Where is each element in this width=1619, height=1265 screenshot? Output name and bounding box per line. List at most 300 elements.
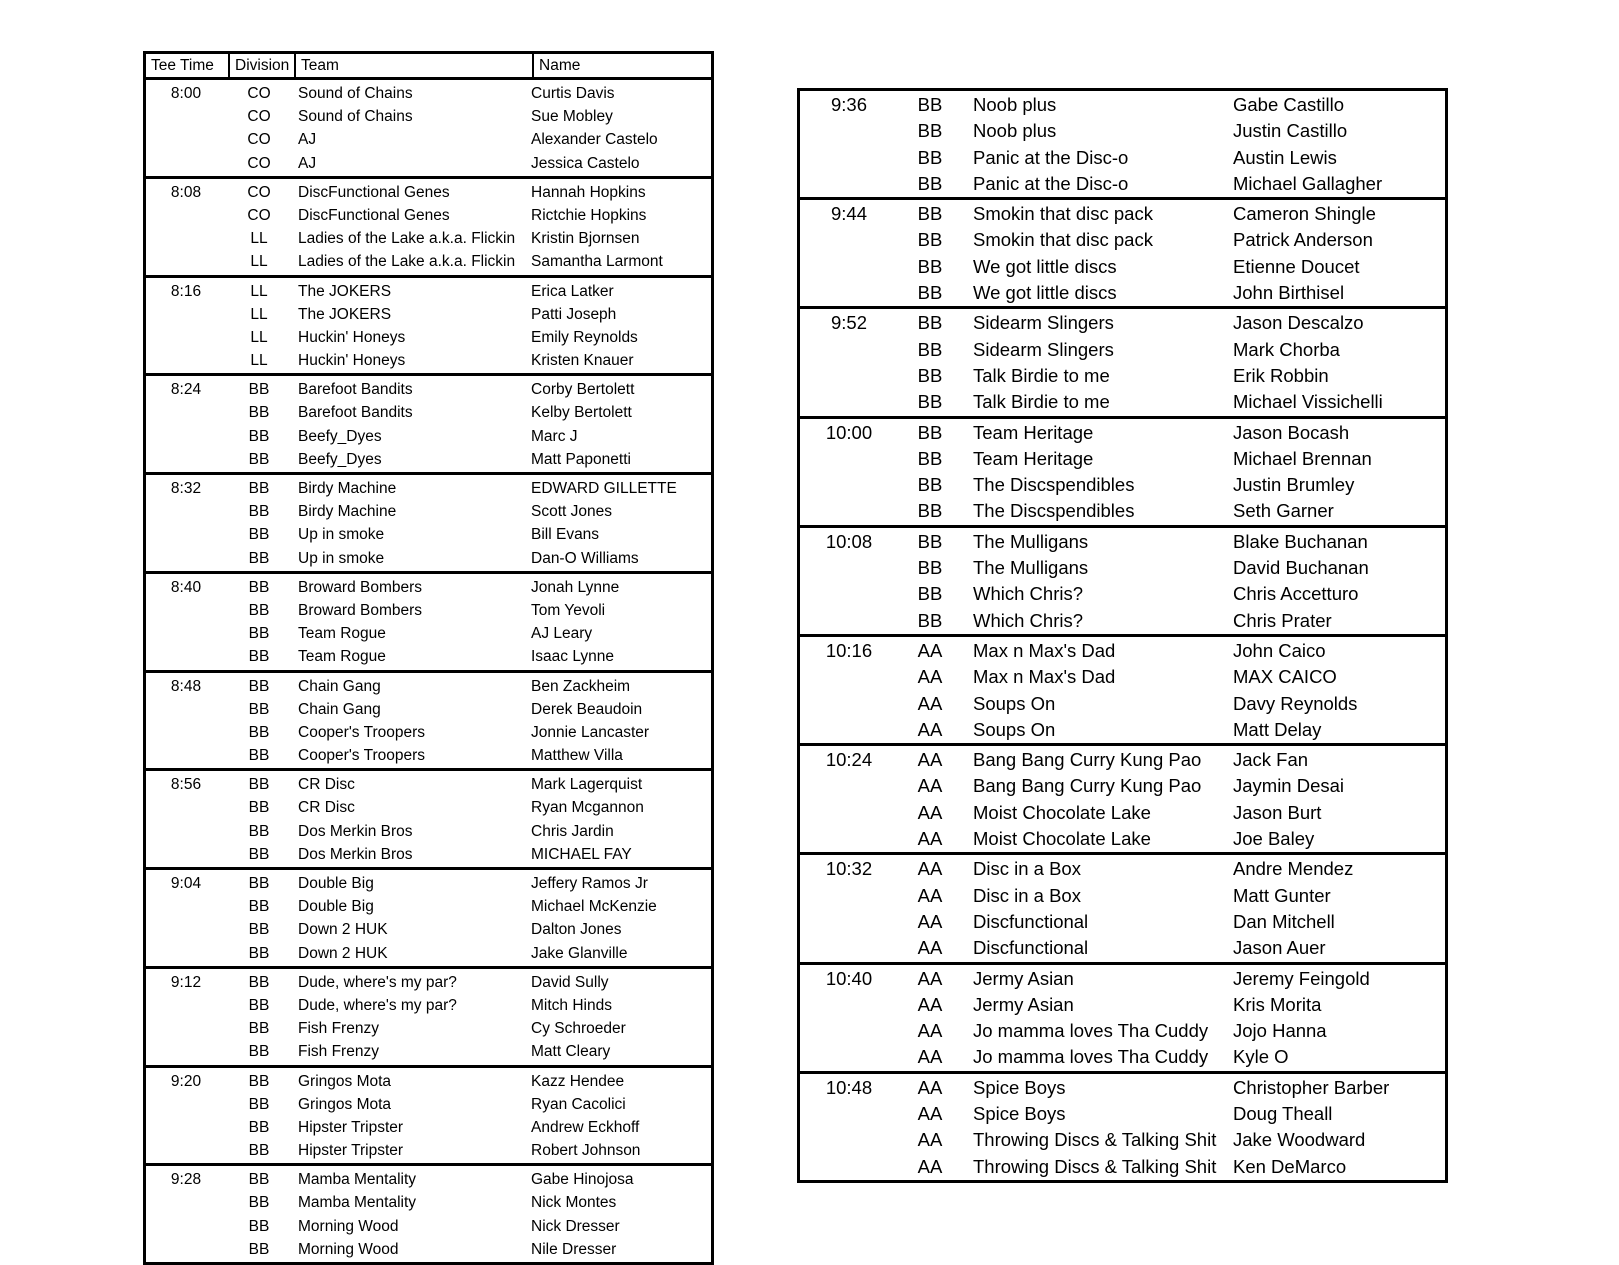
division-cell: BB <box>248 648 270 666</box>
team-cell: DiscFunctional Genes <box>298 206 450 224</box>
team-cell: Moist Chocolate Lake <box>973 801 1151 823</box>
player-name-cell: Chris Prater <box>1233 609 1332 631</box>
table-row <box>800 254 1445 280</box>
player-name-cell: Ryan Mcgannon <box>531 799 644 817</box>
division-cell: AA <box>917 884 943 906</box>
tee-time-cell <box>146 1017 226 1040</box>
tee-time-cell <box>146 326 226 349</box>
team-cell: Morning Wood <box>298 1217 399 1235</box>
tee-time-cell <box>146 698 226 721</box>
division-cell: BB <box>248 480 270 497</box>
table-row <box>146 1238 711 1261</box>
tee-time-cell <box>800 145 898 171</box>
tee-time-cell <box>800 1044 898 1070</box>
team-cell: Noob plus <box>973 120 1057 142</box>
division-cell: BB <box>248 996 270 1014</box>
player-name-cell: Gabe Hinojosa <box>531 1171 634 1189</box>
team-cell: Throwing Discs & Talking Shit <box>973 1129 1217 1151</box>
tee-time-group <box>800 855 1445 964</box>
tee-time-cell: 8:24 <box>170 381 202 399</box>
player-name-cell: Hannah Hopkins <box>531 183 646 201</box>
table-row <box>800 773 1445 799</box>
team-cell: The Discspendibles <box>973 474 1135 496</box>
player-name-cell: Nick Montes <box>531 1194 617 1212</box>
team-cell: Throwing Discs & Talking Shit <box>973 1155 1217 1177</box>
team-cell: Hipster Tripster <box>298 1142 404 1160</box>
player-name-cell: Michael Brennan <box>1233 447 1372 469</box>
division-cell: BB <box>248 799 270 817</box>
table-row <box>800 747 1445 773</box>
team-cell: Soups On <box>973 692 1056 714</box>
tee-time-cell: 10:00 <box>825 421 873 443</box>
tee-time-cell <box>146 994 226 1017</box>
table-row <box>800 966 1445 992</box>
tee-time-cell: 8:40 <box>170 578 202 596</box>
table-row <box>146 326 711 349</box>
division-cell: BB <box>917 255 943 277</box>
player-name-cell: Jack Fan <box>1233 749 1309 771</box>
team-cell: CR Disc <box>298 799 355 817</box>
table-row <box>146 721 711 744</box>
team-cell: Huckin' Honeys <box>298 328 406 346</box>
table-row <box>800 310 1445 336</box>
division-cell: BB <box>917 583 943 605</box>
player-name-cell: Rictchie Hopkins <box>531 206 647 224</box>
division-cell: AA <box>917 1155 943 1177</box>
table-row <box>800 201 1445 227</box>
team-cell: Beefy_Dyes <box>298 427 382 445</box>
team-cell: Chain Gang <box>298 677 381 695</box>
table-row <box>146 675 711 698</box>
team-cell: AJ <box>298 154 317 172</box>
division-cell: BB <box>248 1118 270 1136</box>
division-cell: BB <box>917 172 943 194</box>
division-cell: AA <box>917 801 943 823</box>
tee-time-group <box>146 376 711 475</box>
tee-time-cell <box>800 800 898 826</box>
division-cell: BB <box>248 503 270 521</box>
tee-time-group <box>146 80 711 179</box>
tee-time-cell <box>800 909 898 935</box>
tee-time-cell: 8:32 <box>170 480 202 497</box>
player-name-cell: Erica Latker <box>531 282 614 300</box>
player-name-cell: Matt Paponetti <box>531 450 631 468</box>
tee-time-group <box>146 179 711 278</box>
player-name-cell: Michael Vissichelli <box>1233 391 1383 413</box>
team-cell: We got little discs <box>973 282 1117 304</box>
table-row <box>800 1127 1445 1153</box>
tee-time-cell <box>146 1215 226 1238</box>
division-cell: LL <box>250 305 268 323</box>
tee-time-cell <box>800 773 898 799</box>
division-cell: LL <box>250 253 268 271</box>
table-row <box>146 250 711 273</box>
division-cell: BB <box>248 1217 270 1235</box>
division-cell: BB <box>248 822 270 840</box>
tee-time-cell <box>146 820 226 843</box>
tee-time-cell <box>800 608 898 634</box>
division-cell: BB <box>248 526 270 544</box>
tee-time-cell <box>146 1238 226 1261</box>
player-name-cell: Justin Castillo <box>1233 120 1348 142</box>
team-cell: Team Rogue <box>298 625 386 643</box>
tee-time-group <box>146 475 711 574</box>
table-row <box>146 744 711 767</box>
player-name-cell: Davy Reynolds <box>1233 692 1358 714</box>
table-row <box>800 171 1445 197</box>
player-name-cell: Jason Burt <box>1233 801 1322 823</box>
tee-time-cell: 8:08 <box>170 183 202 201</box>
tee-time-cell <box>800 992 898 1018</box>
player-name-cell: Alexander Castelo <box>531 131 658 149</box>
team-cell: Fish Frenzy <box>298 1043 379 1061</box>
team-cell: Max n Max's Dad <box>973 666 1116 688</box>
tee-time-cell <box>800 935 898 961</box>
tee-time-cell <box>800 1018 898 1044</box>
player-name-cell: Ryan Cacolici <box>531 1095 626 1113</box>
division-cell: AA <box>917 1046 943 1068</box>
division-cell: AA <box>917 993 943 1015</box>
team-cell: Which Chris? <box>973 583 1083 605</box>
table-row <box>146 1215 711 1238</box>
tee-time-group <box>800 309 1445 418</box>
division-cell: AA <box>917 749 943 771</box>
table-row <box>800 145 1445 171</box>
table-row <box>800 529 1445 555</box>
team-cell: Team Rogue <box>298 648 386 666</box>
division-cell: AA <box>917 666 943 688</box>
division-cell: AA <box>917 639 943 661</box>
division-cell: BB <box>248 1020 270 1038</box>
player-name-cell: Bill Evans <box>531 526 600 544</box>
tee-time-cell <box>146 128 226 151</box>
tee-time-group <box>146 1068 711 1167</box>
team-cell: Cooper's Troopers <box>298 723 426 741</box>
team-cell: Jermy Asian <box>973 993 1074 1015</box>
player-name-cell: Andre Mendez <box>1233 858 1354 880</box>
tee-time-cell <box>146 1116 226 1139</box>
division-cell: BB <box>248 747 270 765</box>
table-row <box>146 303 711 326</box>
table-row <box>146 698 711 721</box>
player-name-cell: John Birthisel <box>1233 282 1345 304</box>
division-cell: BB <box>917 447 943 469</box>
division-cell: AA <box>917 910 943 932</box>
tee-time-group <box>800 1074 1445 1180</box>
tee-time-cell: 10:48 <box>825 1076 873 1098</box>
table-row <box>146 105 711 128</box>
tee-time-cell <box>146 547 226 570</box>
division-cell: BB <box>248 875 270 892</box>
tee-time-cell <box>800 363 898 389</box>
tee-time-cell: 10:40 <box>825 967 873 989</box>
table-row <box>146 1093 711 1116</box>
tee-time-cell <box>146 1191 226 1214</box>
tee-time-group <box>800 91 1445 200</box>
team-cell: Down 2 HUK <box>298 921 388 939</box>
table-row <box>800 1075 1445 1101</box>
division-cell: BB <box>917 120 943 142</box>
table-row <box>800 118 1445 144</box>
tee-time-cell <box>800 171 898 197</box>
team-cell: Spice Boys <box>973 1076 1066 1098</box>
team-cell: Hipster Tripster <box>298 1118 404 1136</box>
division-cell: BB <box>917 609 943 631</box>
tee-time-group <box>146 1166 711 1262</box>
tee-time-cell: 10:08 <box>825 530 873 552</box>
team-cell: Panic at the Disc-o <box>973 172 1129 194</box>
tee-time-cell: 8:00 <box>170 85 202 102</box>
table-row <box>800 389 1445 415</box>
division-cell: BB <box>248 1095 270 1113</box>
table-row <box>800 581 1445 607</box>
tee-time-cell <box>146 744 226 767</box>
table-row <box>800 227 1445 253</box>
division-cell: AA <box>917 718 943 740</box>
player-name-cell: Dalton Jones <box>531 921 622 939</box>
table-row <box>146 378 711 401</box>
player-name-cell: Patrick Anderson <box>1233 229 1373 251</box>
table-row <box>146 401 711 424</box>
tee-time-cell <box>800 254 898 280</box>
division-cell: BB <box>248 1194 270 1212</box>
division-cell: BB <box>248 578 270 596</box>
player-name-cell: Doug Theall <box>1233 1102 1333 1124</box>
tee-time-cell <box>800 227 898 253</box>
player-name-cell: Gabe Castillo <box>1233 94 1345 115</box>
player-name-cell: Mitch Hinds <box>531 996 612 1014</box>
team-cell: Sidearm Slingers <box>973 338 1114 360</box>
team-cell: DiscFunctional Genes <box>298 183 450 201</box>
table-row <box>800 691 1445 717</box>
player-name-cell: Scott Jones <box>531 503 612 521</box>
division-cell: BB <box>248 973 270 991</box>
division-cell: AA <box>917 775 943 797</box>
player-name-cell: Nile Dresser <box>531 1240 617 1258</box>
division-cell: BB <box>917 338 943 360</box>
tee-time-group <box>146 870 711 969</box>
team-cell: Bang Bang Curry Kung Pao <box>973 749 1202 771</box>
division-cell: BB <box>917 146 943 168</box>
division-cell: AA <box>917 1102 943 1124</box>
player-name-cell: Patti Joseph <box>531 305 617 323</box>
team-cell: Birdy Machine <box>298 503 397 521</box>
player-name-cell: Jake Glanville <box>531 944 628 962</box>
player-name-cell: Nick Dresser <box>531 1217 620 1235</box>
team-cell: Panic at the Disc-o <box>973 146 1129 168</box>
team-cell: Talk Birdie to me <box>973 364 1110 386</box>
player-name-cell: Kristin Bjornsen <box>531 230 640 248</box>
team-cell: Smokin that disc pack <box>973 229 1153 251</box>
table-row <box>146 576 711 599</box>
player-name-cell: Kyle O <box>1233 1046 1289 1068</box>
table-row <box>800 498 1445 524</box>
division-cell: BB <box>248 1072 270 1090</box>
division-cell: BB <box>248 381 270 399</box>
left-table-body <box>146 80 711 1262</box>
division-cell: BB <box>917 530 943 552</box>
table-row <box>800 555 1445 581</box>
tee-time-cell: 9:12 <box>170 973 202 991</box>
team-cell: Birdy Machine <box>298 480 397 497</box>
team-cell: Mamba Mentality <box>298 1171 417 1189</box>
division-cell: BB <box>917 312 943 334</box>
tee-time-cell <box>800 581 898 607</box>
player-name-cell: Mark Chorba <box>1233 338 1340 360</box>
team-cell: Team Heritage <box>973 447 1094 469</box>
division-cell: AA <box>917 1020 943 1042</box>
team-cell: Double Big <box>298 875 374 892</box>
table-row <box>146 547 711 570</box>
tee-time-cell <box>800 446 898 472</box>
tee-time-cell <box>146 401 226 424</box>
division-cell: BB <box>248 700 270 718</box>
player-name-cell: Mark Lagerquist <box>531 776 643 794</box>
table-row <box>800 1018 1445 1044</box>
table-row <box>146 1040 711 1063</box>
division-cell: BB <box>917 94 943 115</box>
team-cell: Sound of Chains <box>298 85 413 102</box>
table-row <box>146 448 711 471</box>
team-cell: Which Chris? <box>973 609 1083 631</box>
player-name-cell: Jason Bocash <box>1233 421 1350 443</box>
left-tee-time-table <box>143 51 714 1265</box>
team-cell: Sound of Chains <box>298 108 413 126</box>
team-cell: Talk Birdie to me <box>973 391 1110 413</box>
team-cell: Dude, where's my par? <box>298 973 457 991</box>
team-cell: Dude, where's my par? <box>298 996 457 1014</box>
table-row <box>146 152 711 175</box>
table-row <box>146 872 711 895</box>
table-row <box>800 280 1445 306</box>
tee-time-cell <box>146 204 226 227</box>
team-cell: Morning Wood <box>298 1240 399 1258</box>
tee-time-cell <box>800 826 898 852</box>
player-name-cell: EDWARD GILLETTE <box>531 480 677 497</box>
division-cell: CO <box>247 108 271 126</box>
player-name-cell: Tom Yevoli <box>531 601 606 619</box>
team-cell: Smokin that disc pack <box>973 203 1153 225</box>
table-row <box>146 773 711 796</box>
player-name-cell: Dan-O Williams <box>531 549 639 567</box>
right-table-body <box>800 91 1445 1180</box>
tee-time-cell <box>146 105 226 128</box>
division-cell: BB <box>248 450 270 468</box>
table-row <box>800 446 1445 472</box>
player-name-cell: Robert Johnson <box>531 1142 641 1160</box>
division-cell: CO <box>247 154 271 172</box>
team-cell: Ladies of the Lake a.k.a. Flickin <box>298 253 516 271</box>
tee-time-cell: 9:20 <box>170 1072 202 1090</box>
table-row <box>800 800 1445 826</box>
division-cell: CO <box>247 131 271 149</box>
tee-time-cell <box>146 349 226 372</box>
tee-time-cell <box>146 303 226 326</box>
player-name-cell: Kris Morita <box>1233 993 1322 1015</box>
team-cell: Team Heritage <box>973 421 1094 443</box>
table-row <box>800 826 1445 852</box>
tee-time-cell <box>146 227 226 250</box>
tee-time-cell: 9:44 <box>830 203 867 225</box>
player-name-cell: Matt Delay <box>1233 718 1322 740</box>
tee-time-cell <box>800 555 898 581</box>
team-cell: Huckin' Honeys <box>298 352 406 370</box>
tee-time-group <box>800 637 1445 746</box>
tee-time-group <box>800 200 1445 309</box>
team-cell: Barefoot Bandits <box>298 404 413 422</box>
division-cell: BB <box>917 474 943 496</box>
table-row <box>800 608 1445 634</box>
tee-time-cell: 10:24 <box>825 749 873 771</box>
team-cell: Jo mamma loves Tha Cuddy <box>973 1020 1209 1042</box>
tee-time-cell <box>800 1101 898 1127</box>
team-cell: Max n Max's Dad <box>973 639 1116 661</box>
tee-time-cell <box>146 622 226 645</box>
table-row <box>146 1116 711 1139</box>
division-cell: BB <box>248 404 270 422</box>
table-row <box>146 971 711 994</box>
table-row <box>800 909 1445 935</box>
player-name-cell: MICHAEL FAY <box>531 845 632 863</box>
team-cell: Fish Frenzy <box>298 1020 379 1038</box>
table-header-row <box>146 54 711 80</box>
tee-time-group <box>146 574 711 673</box>
division-cell: BB <box>917 364 943 386</box>
player-name-cell: Joe Baley <box>1233 828 1315 850</box>
tee-time-cell <box>146 448 226 471</box>
division-cell: CO <box>247 183 271 201</box>
table-row <box>800 1101 1445 1127</box>
player-name-cell: Jonnie Lancaster <box>531 723 650 741</box>
table-row <box>800 337 1445 363</box>
team-cell: Spice Boys <box>973 1102 1066 1124</box>
header-division: Division <box>228 54 294 77</box>
division-cell: CO <box>247 85 271 102</box>
team-cell: The JOKERS <box>298 282 392 300</box>
table-row <box>146 622 711 645</box>
header-name: Name <box>532 54 711 77</box>
tee-time-group <box>800 419 1445 528</box>
division-cell: BB <box>248 1171 270 1189</box>
tee-time-group <box>146 771 711 870</box>
division-cell: LL <box>250 328 268 346</box>
team-cell: Moist Chocolate Lake <box>973 828 1151 850</box>
team-cell: The Mulligans <box>973 557 1089 579</box>
tee-time-cell <box>146 796 226 819</box>
team-cell: Broward Bombers <box>298 578 423 596</box>
player-name-cell: Kristen Knauer <box>531 352 634 370</box>
team-cell: Disc in a Box <box>973 884 1081 906</box>
table-row <box>146 204 711 227</box>
player-name-cell: Jeremy Feingold <box>1233 967 1370 989</box>
player-name-cell: David Buchanan <box>1233 557 1369 579</box>
table-row <box>146 227 711 250</box>
tee-time-cell: 8:16 <box>170 282 202 300</box>
table-row <box>800 935 1445 961</box>
player-name-cell: Derek Beaudoin <box>531 700 643 718</box>
player-name-cell: Cameron Shingle <box>1233 203 1376 225</box>
division-cell: BB <box>248 723 270 741</box>
table-row <box>800 92 1445 118</box>
tee-time-cell <box>146 843 226 866</box>
division-cell: BB <box>917 557 943 579</box>
division-cell: BB <box>248 1142 270 1160</box>
division-cell: BB <box>248 625 270 643</box>
division-cell: BB <box>917 421 943 443</box>
tee-time-cell <box>146 645 226 668</box>
player-name-cell: AJ Leary <box>531 625 593 643</box>
tee-time-cell <box>146 1040 226 1063</box>
